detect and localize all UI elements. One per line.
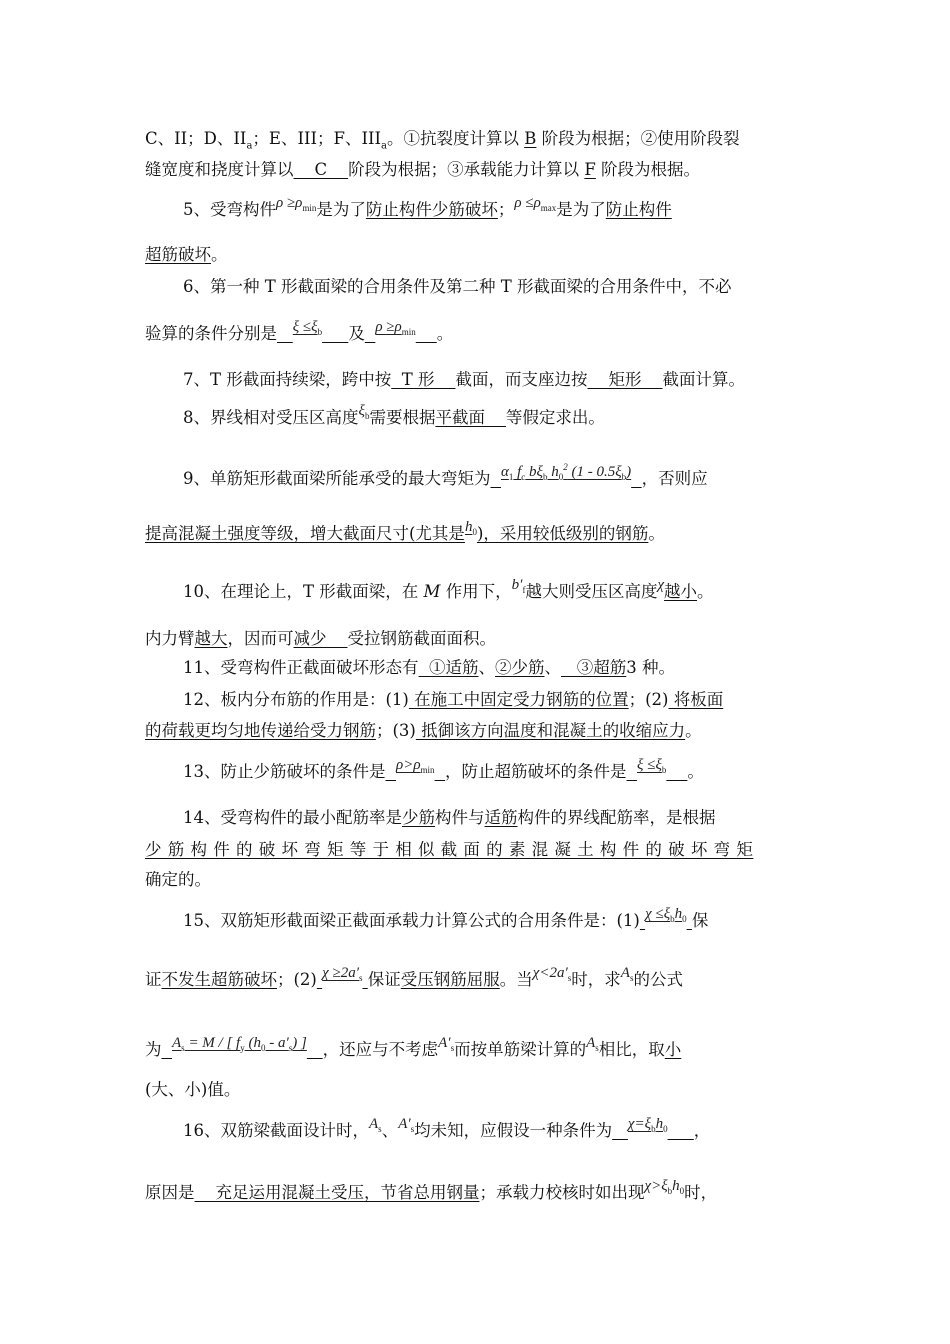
formula: $A_s$ [586, 1035, 599, 1053]
formula: $\rho \ge\rho_{min}$ [276, 195, 317, 213]
text-line: 8、界线相对受压区高度$\xi_b$需要根据平截面 等假定求出。 [183, 403, 605, 427]
formula: $\rho \ge\rho_{min}$ [375, 319, 416, 337]
formula: $\alpha_1$ $f_c$ $b\xi_b$ $h_0^2$ $(1 - 0.5\xi_b)$ [501, 462, 632, 482]
formula: $\chi<2a'_s$ [532, 965, 572, 983]
text-line: 少 筋 构 件 的 破 坏 弯 矩 等 于 相 似 截 面 的 素 混 凝 土 构 件 的 破 坏 弯 矩 [145, 840, 754, 859]
formula: $\chi>\xi_bh_0$ [644, 1178, 685, 1196]
formula: $\chi \le\xi_bh_0$ [645, 906, 687, 924]
text-line: 16、双筋梁截面设计时，$A_s$、$A'_s$均未知，应假设一种条件为 $\chi=\xi_bh_0$ ， [183, 1116, 711, 1140]
formula: $h_0$ [464, 519, 477, 537]
formula: $A_s = M$ / [ $f_y$ $(h_0 - a'_s)$ ] [172, 1035, 307, 1053]
formula: $\rho \le\rho_{max}$ [514, 195, 557, 213]
formula: $\xi_b$ [358, 403, 370, 421]
formula: $b'_f$ [511, 577, 526, 595]
text-line: 确定的。 [145, 870, 211, 889]
text-line: 验算的条件分别是 $\xi \le\xi_b$ 及 $\rho \ge\rho_{min}$ 。 [145, 319, 454, 343]
text-line: 7、T 形截面持续梁，跨中按 T 形 截面，而支座边按 矩形 截面计算。 [183, 370, 745, 389]
text-line: 9、单筋矩形截面梁所能承受的最大弯矩为 $\alpha_1$ $f_c$ $b\xi_b$ $h_0^2$ $(1 - 0.5\xi_b)$ ，否则应 [183, 462, 708, 488]
text-line: 15、双筋矩形截面梁正截面承载力计算公式的合用条件是：(1) $\chi \le\xi_bh_0$ 保 [183, 906, 709, 930]
formula: $A'_s$ [438, 1035, 455, 1053]
text-line: 11、受弯构件正截面破坏形态有 ①适筋、②少筋、 ③超筋3 种。 [183, 658, 675, 677]
text-line: C、II；D、$II_a$；E、III；F、$III_a$。①抗裂度计算以 B 阶段为根据；②使用阶段裂 [145, 129, 740, 152]
text-line: 的荷载更均匀地传递给受力钢筋；(3) 抵御该方向温度和混凝土的收缩应力。 [145, 721, 702, 740]
formula: $A_s$ [620, 965, 634, 983]
text-line: 6、第一种 T 形截面梁的合用条件及第二种 T 形截面梁的合用条件中，不必 [183, 277, 732, 296]
formula: $A_s$ [369, 1116, 382, 1134]
text-line: 内力臂越大，因而可减少 受拉钢筋截面面积。 [145, 629, 496, 648]
formula: $A'_s$ [398, 1116, 415, 1134]
text-line: 13、防止少筋破坏的条件是 $\rho>\rho_{min}$ ，防止超筋破坏的条件是 $\xi \le\xi_b$ 。 [183, 757, 704, 781]
text-line: 原因是 充足运用混凝土受压，节省总用钢量；承载力校核时如出现$\chi>\xi_bh_0$时， [145, 1178, 718, 1202]
formula: $\chi=\xi_bh_0$ [627, 1116, 668, 1134]
formula: χ [657, 577, 665, 593]
text-line: 12、板内分布筋的作用是：(1) 在施工中固定受力钢筋的位置；(2) 将板面 [183, 690, 724, 709]
text-line: 超筋破坏。 [145, 245, 228, 264]
formula: $\xi \le\xi_b$ [292, 319, 323, 337]
text-line: 10、在理论上，T 形截面梁，在 M 作用下，$b'_f$越大则受压区高度χ越小。 [183, 577, 714, 601]
text-line: 为 $A_s = M$ / [ $f_y$ $(h_0 - a'_s)$ ] ，还应与不考虑$A'_s$而按单筋梁计算的$A_s$相比，取小 [145, 1035, 682, 1059]
formula: $\chi \ge 2a'_s$ [322, 965, 363, 983]
formula: $\rho>\rho_{min}$ [396, 757, 435, 775]
formula: $\xi \le\xi_b$ [637, 757, 667, 775]
text-line: 提高混凝土强度等级，增大截面尺寸(尤其是$h_0$)，采用较低级别的钢筋。 [145, 519, 665, 543]
text-line: (大、小)值。 [145, 1080, 241, 1099]
text-line: 5、受弯构件$\rho \ge\rho_{min}$是为了防止构件少筋破坏；$\rho \le\rho_{max}$是为了防止构件 [183, 195, 672, 219]
text-line: 14、受弯构件的最小配筋率是少筋构件与适筋构件的界线配筋率，是根据 [183, 808, 716, 827]
text-line: 缝宽度和挠度计算以 C 阶段为根据；③承载能力计算以 F 阶段为根据。 [145, 160, 701, 179]
text-line: 证不发生超筋破坏；(2) $\chi \ge 2a'_s$ 保证受压钢筋屈服。当$\chi<2a'_s$时，求$A_s$的公式 [145, 965, 683, 989]
